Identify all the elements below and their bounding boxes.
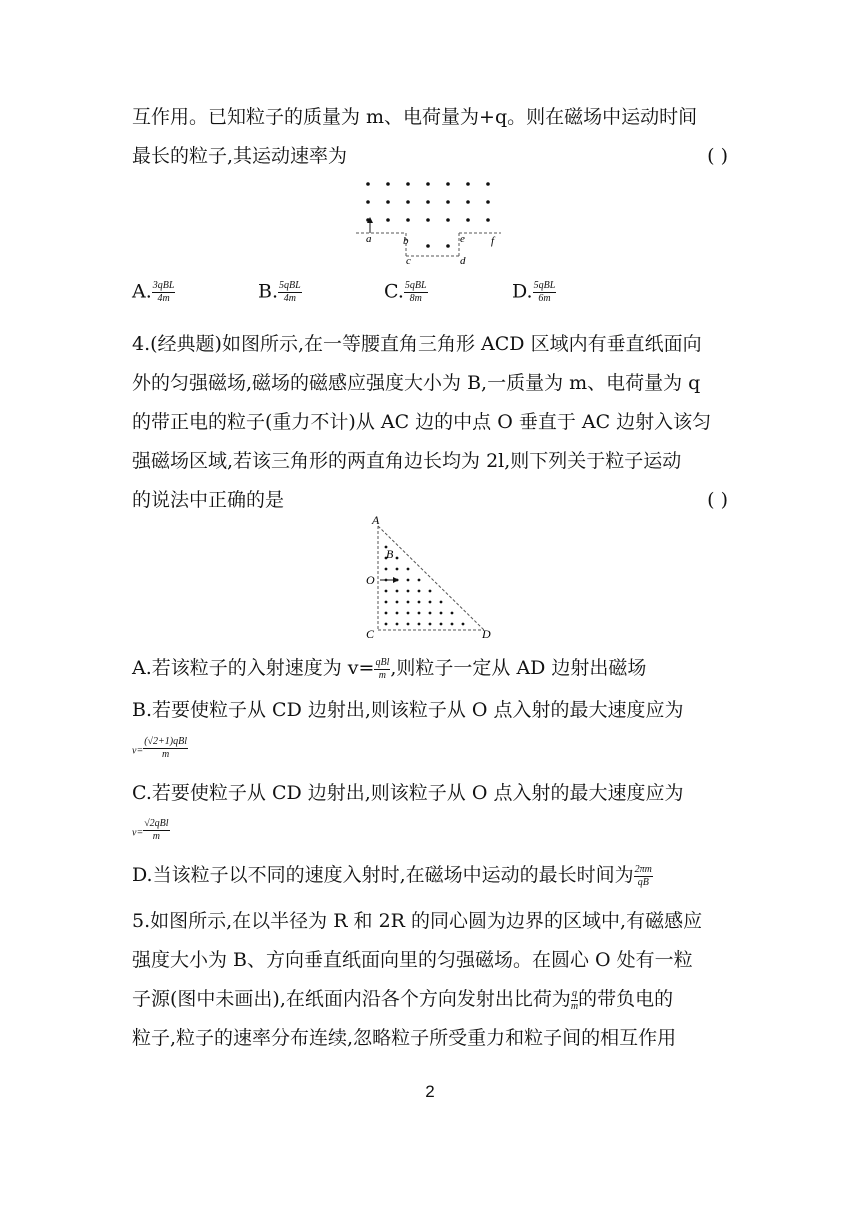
field-dot xyxy=(366,200,370,204)
q4-label-O: O xyxy=(366,573,375,587)
field-dot xyxy=(407,590,410,593)
field-dot xyxy=(407,568,410,571)
q4-text-line-5: 的说法中正确的是 xyxy=(132,489,285,511)
field-dot xyxy=(407,579,410,582)
field-dot xyxy=(429,612,432,615)
q5-text-line-3: 子源(图中未画出),在纸面内沿各个方向发射出比荷为 $\frac{q}{m}$ 的带负电的 xyxy=(132,987,674,1012)
field-dot xyxy=(406,200,410,204)
field-dot xyxy=(486,200,490,204)
field-dot xyxy=(462,623,465,626)
field-dot xyxy=(407,612,410,615)
field-dot xyxy=(466,182,470,186)
field-dot xyxy=(440,601,443,604)
q4-label-C: C xyxy=(366,627,375,641)
field-dot xyxy=(407,623,410,626)
q3-option-c: C. $\frac{\text{5qBL}}{8m}$ xyxy=(384,280,427,304)
q5-text-line-4: 粒子,粒子的速率分布连续,忽略粒子所受重力和粒子间的相互作用 xyxy=(132,1027,677,1049)
field-dot xyxy=(426,200,430,204)
q3-option-a: A. $\frac{\text{3qBL}}{4m}$ xyxy=(132,280,175,304)
field-dot xyxy=(386,218,390,222)
q4-option-a: A.若该粒子的入射速度为 v= $\frac{\text{qBl}}{m}$ ,则粒子一定从 AD 边射出磁场 xyxy=(132,656,647,681)
field-dot xyxy=(446,200,450,204)
q4-option-c-formula: v= $\frac{\text{√2qBl}}{m}$ xyxy=(132,818,169,842)
field-dot xyxy=(386,182,390,186)
field-dot xyxy=(440,623,443,626)
field-dot xyxy=(466,200,470,204)
q4-text-line-4: 强磁场区域,若该三角形的两直角边长均为 2l,则下列关于粒子运动 xyxy=(132,450,682,472)
q4-option-c: C.若要使粒子从 CD 边射出,则该粒子从 O 点入射的最大速度应为 xyxy=(132,782,684,804)
field-dot xyxy=(385,612,388,615)
field-dot xyxy=(386,200,390,204)
q3-text-line-1: 互作用。已知粒子的质量为 m、电荷量为+q。则在磁场中运动时间 xyxy=(132,106,698,128)
q4-label-B: B xyxy=(386,547,394,561)
q3-label-b: b xyxy=(403,235,409,247)
field-dot xyxy=(406,218,410,222)
field-dot xyxy=(451,612,454,615)
field-dot xyxy=(446,182,450,186)
q3-label-c: c xyxy=(406,255,411,266)
field-dot xyxy=(418,601,421,604)
q4-text-line-2: 外的匀强磁场,磁场的磁感应强度大小为 B,一质量为 m、电荷量为 q xyxy=(132,372,701,394)
q4-text-line-3: 的带正电的粒子(重力不计)从 AC 边的中点 O 垂直于 AC 边射入该匀 xyxy=(132,411,712,433)
q3-label-d: d xyxy=(460,255,466,266)
q3-option-b: B. $\frac{\text{5qBL}}{4m}$ xyxy=(258,280,301,304)
q3-label-a: a xyxy=(366,233,372,245)
field-dot xyxy=(396,590,399,593)
field-dot xyxy=(426,182,430,186)
field-dot xyxy=(426,218,430,222)
field-dot xyxy=(396,557,399,560)
q4-answer-paren: ( ) xyxy=(707,489,728,511)
q3-label-f: f xyxy=(491,235,495,247)
page-number: 2 xyxy=(425,1082,435,1101)
q5-text-line-2: 强度大小为 B、方向垂直纸面向里的匀强磁场。在圆心 O 处有一粒 xyxy=(132,949,693,971)
field-dot xyxy=(396,601,399,604)
field-dot xyxy=(406,182,410,186)
field-dot xyxy=(429,590,432,593)
field-dot xyxy=(440,612,443,615)
q4-label-D: D xyxy=(482,627,491,641)
field-dot xyxy=(418,612,421,615)
field-dot xyxy=(418,590,421,593)
field-dot xyxy=(446,244,450,248)
q5-text-line-1: 5.如图所示,在以半径为 R 和 2R 的同心圆为边界的区域中,有磁感应 xyxy=(132,910,703,932)
field-dot xyxy=(396,612,399,615)
q3-text-line-2: 最长的粒子,其运动速率为 xyxy=(132,145,348,167)
field-dot xyxy=(385,601,388,604)
q4-option-b-formula: v= $\frac{\text{(√2+1)qBl}}{m}$ xyxy=(132,736,187,760)
field-dot xyxy=(418,579,421,582)
field-dot xyxy=(486,218,490,222)
field-dot xyxy=(396,568,399,571)
field-dot xyxy=(446,218,450,222)
q3-answer-paren: ( ) xyxy=(707,145,728,167)
field-dot xyxy=(466,218,470,222)
q4-option-d: D.当该粒子以不同的速度入射时,在磁场中运动的最长时间为 $\frac{2\pi m}{qB}$ xyxy=(132,863,652,888)
q4-label-A: A xyxy=(372,513,380,527)
q3-option-d: D. $\frac{\text{5qBL}}{6m}$ xyxy=(512,280,556,304)
field-dot xyxy=(407,601,410,604)
q4-figure xyxy=(364,512,504,642)
field-dot xyxy=(385,623,388,626)
field-dot xyxy=(429,601,432,604)
field-dot xyxy=(366,182,370,186)
field-dot xyxy=(429,623,432,626)
field-dot xyxy=(396,623,399,626)
field-dot xyxy=(418,623,421,626)
q3-label-e: e xyxy=(460,233,465,245)
field-dot xyxy=(385,590,388,593)
field-dot xyxy=(451,623,454,626)
q4-text-line-1: 4.(经典题)如图所示,在一等腰直角三角形 ACD 区域内有垂直纸面向 xyxy=(132,333,702,355)
q4-option-b: B.若要使粒子从 CD 边射出,则该粒子从 O 点入射的最大速度应为 xyxy=(132,699,684,721)
q3-figure xyxy=(356,176,516,266)
field-dot xyxy=(426,244,430,248)
field-dot xyxy=(385,568,388,571)
field-dot xyxy=(486,182,490,186)
